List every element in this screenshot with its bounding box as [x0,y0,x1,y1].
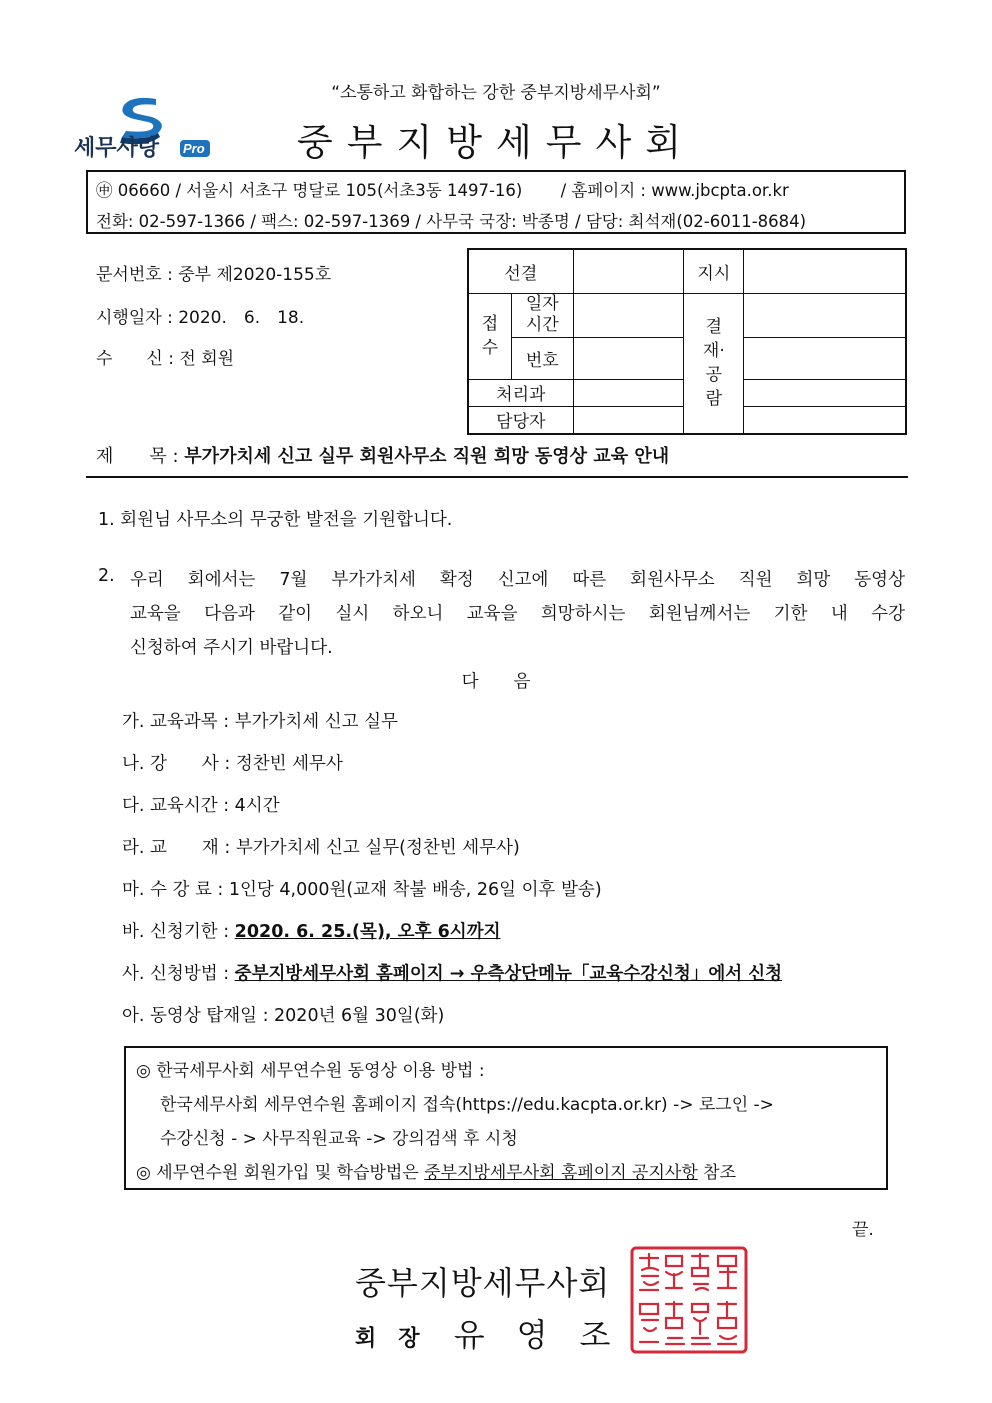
subject-text: 부가가치세 신고 실무 회원사무소 직원 희망 동영상 교육 안내 [184,446,670,467]
cell-seongyeol: 선결 [468,249,573,293]
signature-org: 중부지방세무사회 [355,1264,611,1302]
item-lecturer: 나. 강 사 : 정찬빈 세무사 [122,754,343,774]
cell-beonho-value [573,337,684,379]
recipient [96,344,234,369]
notice-line-3: 수강신청 - > 사무직원교육 -> 강의검색 후 시청 [160,1129,518,1149]
notice-box [124,1046,888,1190]
item-deadline-label: 바. 신청기한 : [122,922,235,942]
cell-gyeoljae-1 [744,293,906,337]
cell-jisi-value [744,249,906,293]
notice-line-4 [136,1158,736,1183]
end-mark: 끝. [852,1220,874,1240]
svg-text:세무사랑: 세무사랑 [74,135,160,160]
approval-table [467,248,907,435]
cell-gyeoljae-4 [744,406,906,434]
cell-damdangja-value [573,406,684,434]
item-duration: 다. 교육시간 : 4시간 [122,796,280,816]
official-seal-icon [630,1246,748,1354]
doc-number: 문서번호 : 중부 제2020-155호 [96,265,332,285]
cell-ilja-value [573,293,684,337]
item-method [122,960,782,985]
cell-gyeoljae: 결재·공람 [684,293,744,434]
recipient-value: : 전 회원 [168,349,235,369]
paragraph-2-number: 2. [98,566,115,586]
subject-line [96,442,669,468]
notice-line-2: 한국세무사회 세무연수원 홈페이지 접속(https://edu.kacpta.or.kr) -> 로그인 -> [160,1095,774,1115]
issue-date: 시행일자 : 2020. 6. 18. [96,308,305,328]
slogan: “소통하고 화합하는 강한 중부지방세무사회” [331,83,661,103]
section-heading: 다 음 [461,672,531,692]
item-textbook: 라. 교 재 : 부가가치세 신고 실무(정찬빈 세무사) [122,838,520,858]
contact-box [86,170,906,234]
notice-link[interactable]: 중부지방세무사회 홈페이지 공지사항 [424,1163,698,1183]
item-subject: 가. 교육과목 : 부가가치세 신고 실무 [122,712,398,732]
cell-beonho: 번호 [511,337,573,379]
subject-label: 제 목 : [96,446,185,467]
notice-line-1: ◎ 한국세무사회 세무연수원 동영상 이용 방법 : [136,1061,485,1081]
cell-gyeoljae-2 [744,337,906,379]
paragraph-2-line-2: 교육을 다음과 같이 실시 하오니 교육을 희망하시는 회원님께서는 기한 내 수강 [130,604,905,624]
item-method-value: 중부지방세무사회 홈페이지 → 우측상단메뉴「교육수강신청」에서 신청 [234,964,783,984]
cell-cheorigwa: 처리과 [468,379,573,406]
item-method-label: 사. 신청방법 : [122,964,235,984]
item-deadline [122,918,500,943]
cell-jisi: 지시 [684,249,744,293]
signature-president [355,1310,610,1356]
org-title: 중부지방세무사회 [297,121,695,164]
paragraph-2-line-1: 우리 회에서는 7월 부가가치세 확정 신고에 따른 회원사무소 직원 희망 동영상 [130,570,905,590]
president-label: 회 장 [355,1326,420,1352]
notice-line-4-pre: ◎ 세무연수원 회원가입 및 학습방법은 [136,1163,425,1183]
svg-text:Pro: Pro [183,141,205,156]
item-deadline-value: 2020. 6. 25.(목), 오후 6시까지 [234,922,501,942]
item-upload-date: 아. 동영상 탑재일 : 2020년 6월 30일(화) [122,1006,445,1026]
paragraph-2-line-3: 신청하여 주시기 바랍니다. [130,638,333,658]
president-name: 유 영 조 [453,1316,611,1354]
cell-cheorigwa-value [573,379,684,406]
paragraph-1: 1. 회원님 사무소의 무궁한 발전을 기원합니다. [98,510,453,530]
cell-damdangja: 담당자 [468,406,573,434]
item-fee: 마. 수 강 료 : 1인당 4,000원(교재 착불 배송, 26일 이후 발송) [122,880,602,900]
notice-line-4-post: 참조 [697,1163,736,1183]
cell-ilja: 일자시간 [511,293,573,337]
cell-seongyeol-value [573,249,684,293]
cell-gyeoljae-3 [744,379,906,406]
subject-divider [86,476,908,478]
cell-jeopsu: 접수 [468,293,511,379]
recipient-label: 수 신 [96,349,163,369]
contact-phone: 전화: 02-597-1366 / 팩스: 02-597-1369 / 사무국 국장: 박종명 / 담당: 최석재(02-6011-8684) [96,212,807,231]
contact-address: ㊥ 06660 / 서울시 서초구 명달로 105(서초3동 1497-16) / 홈페이지 : www.jbcpta.or.kr [96,181,789,200]
